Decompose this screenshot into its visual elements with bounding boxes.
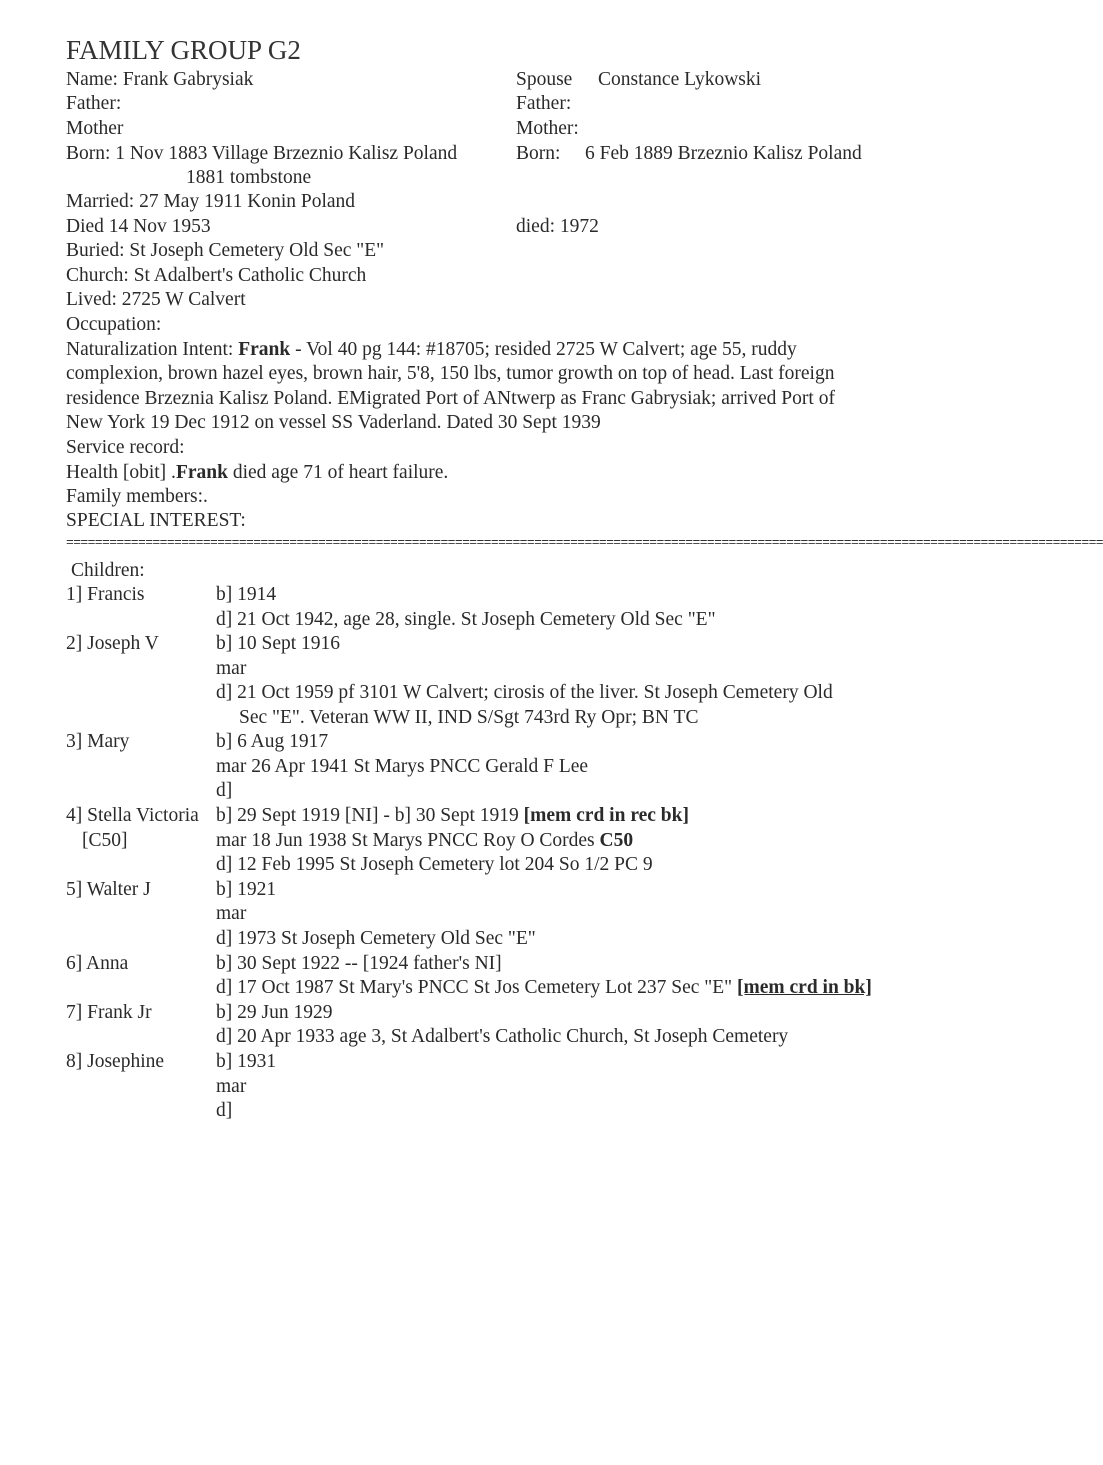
child-name: 8] Josephine <box>66 1051 165 1072</box>
child-death: d] 21 Oct 1959 pf 3101 W Calvert; cirosis of the liver. St Joseph Cemetery Old <box>216 682 833 703</box>
child-death-cont: Sec "E". Veteran WW II, IND S/Sgt 743rd Ry Opr; BN TC <box>239 707 699 728</box>
child-birth: b] 6 Aug 1917 <box>216 731 329 752</box>
health-label: Health [obit] . <box>66 462 176 483</box>
child-marriage: mar <box>216 1076 247 1097</box>
mother-field: Mother <box>66 118 124 139</box>
spouse-name: Constance Lykowski <box>598 69 762 90</box>
mem-card-note: [mem crd in bk] <box>737 977 872 998</box>
child-death: d] <box>216 780 233 801</box>
child-birth: b] 29 Jun 1929 <box>216 1002 333 1023</box>
spouse-died-field: died: 1972 <box>516 216 599 237</box>
child-death <box>216 976 872 1000</box>
spouse-born-value: 6 Feb 1889 Brzeznio Kalisz Poland <box>585 143 862 164</box>
child-birth: b] 1914 <box>216 584 277 605</box>
service-record-field: Service record: <box>66 437 185 458</box>
family-members-field: Family members:. <box>66 486 208 507</box>
child-birth: b] 30 Sept 1922 -- [1924 father's NI] <box>216 953 502 974</box>
child-death-text: d] 17 Oct 1987 St Mary's PNCC St Jos Cemetery Lot 237 Sec "E" <box>216 977 737 998</box>
born-field: Born: 1 Nov 1883 Village Brzeznio Kalisz Poland <box>66 143 458 164</box>
naturalization-label: Naturalization Intent: <box>66 339 239 360</box>
child-death: d] 21 Oct 1942, age 28, single. St Joseph Cemetery Old Sec "E" <box>216 609 716 630</box>
married-field: Married: 27 May 1911 Konin Poland <box>66 191 356 212</box>
child-name: 6] Anna <box>66 953 129 974</box>
health-name: Frank <box>175 462 228 483</box>
naturalization-text-1: - Vol 40 pg 144: #18705; resided 2725 W Calvert; age 55, ruddy <box>290 339 797 360</box>
family-ref: C50 <box>599 830 634 851</box>
section-divider: ================================================================================================================================================ <box>66 535 1103 550</box>
page-title: FAMILY GROUP G2 <box>66 35 301 65</box>
health-text: died age 71 of heart failure. <box>227 462 449 483</box>
spouse-father-field: Father: <box>516 93 572 114</box>
mem-card-note: [mem crd in rec bk] <box>523 805 689 826</box>
naturalization-line-4: New York 19 Dec 1912 on vessel SS Vaderland. Dated 30 Sept 1939 <box>66 412 601 433</box>
child-birth: b] 10 Sept 1916 <box>216 633 341 654</box>
name-field: Name: Frank Gabrysiak <box>66 69 254 90</box>
naturalization-name: Frank <box>238 339 291 360</box>
died-field: Died 14 Nov 1953 <box>66 216 211 237</box>
special-interest-field: SPECIAL INTEREST: <box>66 510 246 531</box>
spouse-born-label: Born: <box>516 143 561 164</box>
child-name: 3] Mary <box>66 731 130 752</box>
buried-field: Buried: St Joseph Cemetery Old Sec "E" <box>66 240 385 261</box>
child-birth-text: b] 29 Sept 1919 [NI] - b] 30 Sept 1919 <box>216 805 524 826</box>
spouse-mother-field: Mother: <box>516 118 579 139</box>
church-field: Church: St Adalbert's Catholic Church <box>66 265 367 286</box>
child-death: d] 20 Apr 1933 age 3, St Adalbert's Catholic Church, St Joseph Cemetery <box>216 1026 789 1047</box>
occupation-field: Occupation: <box>66 314 162 335</box>
child-death: d] <box>216 1100 233 1121</box>
child-death: d] 1973 St Joseph Cemetery Old Sec "E" <box>216 928 536 949</box>
naturalization-line-3: residence Brzeznia Kalisz Poland. EMigrated Port of ANtwerp as Franc Gabrysiak; arrived Port of <box>66 388 835 409</box>
child-birth: b] 1921 <box>216 879 277 900</box>
child-birth: b] 1931 <box>216 1051 277 1072</box>
health-field <box>66 461 448 485</box>
naturalization-line-2: complexion, brown hazel eyes, brown hair, 5'8, 150 lbs, tumor growth on top of head. Last foreign <box>66 363 835 384</box>
child-marriage: mar <box>216 658 247 679</box>
child-death: d] 12 Feb 1995 St Joseph Cemetery lot 204 So 1/2 PC 9 <box>216 854 653 875</box>
father-field: Father: <box>66 93 122 114</box>
child-ref: [C50] <box>82 830 128 851</box>
child-marriage: mar <box>216 903 247 924</box>
child-name: 2] Joseph V <box>66 633 159 654</box>
naturalization-line-1 <box>66 338 797 362</box>
child-birth <box>216 804 689 828</box>
child-name: 1] Francis <box>66 584 145 605</box>
child-marriage: mar 26 Apr 1941 St Marys PNCC Gerald F Lee <box>216 756 589 777</box>
spouse-label: Spouse <box>516 69 573 90</box>
children-heading: Children: <box>71 560 145 581</box>
child-name: 4] Stella Victoria <box>66 805 199 826</box>
child-marriage-text: mar 18 Jun 1938 St Marys PNCC Roy O Cordes <box>216 830 600 851</box>
lived-field: Lived: 2725 W Calvert <box>66 289 246 310</box>
born-note: 1881 tombstone <box>186 167 312 188</box>
child-name: 5] Walter J <box>66 879 151 900</box>
child-name: 7] Frank Jr <box>66 1002 152 1023</box>
child-marriage <box>216 829 633 853</box>
